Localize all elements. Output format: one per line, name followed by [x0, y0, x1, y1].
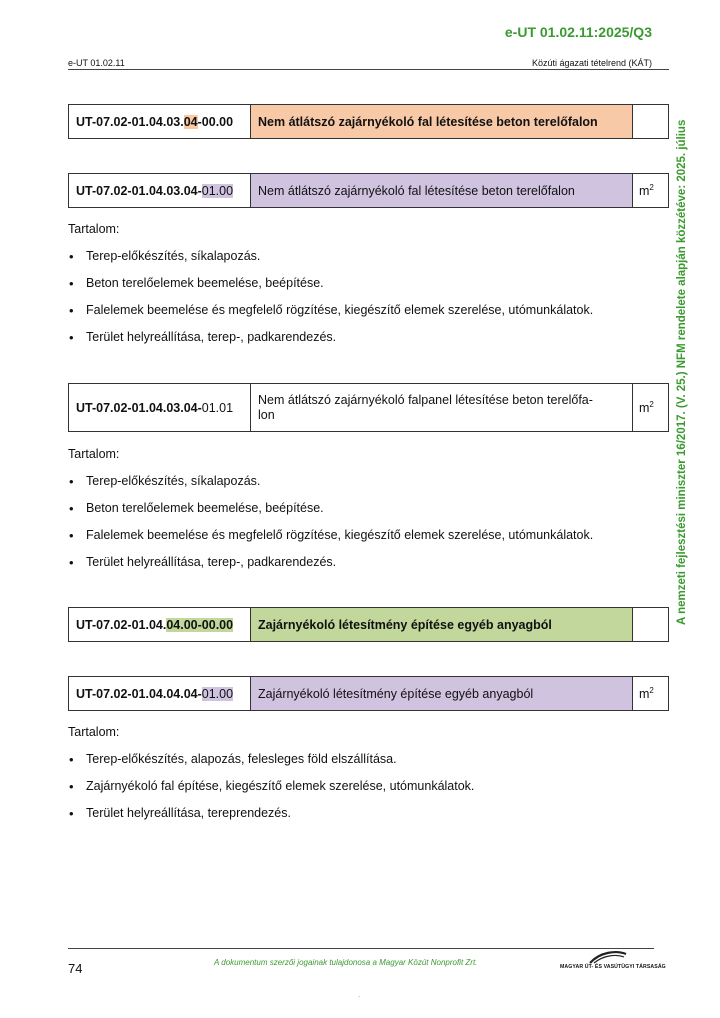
item-code-table — [68, 383, 669, 432]
item-description: Nem átlátszó zajárnyékoló fal létesítése beton terelőfalon — [251, 105, 633, 139]
side-publication-note: A nemzeti fejlesztési miniszter 16/2017. (V. 25.) NFM rendelete alapján közzétéve: 2025. július — [676, 119, 688, 625]
section-label: Tartalom: — [68, 222, 120, 236]
list-item: • Falelemek beemelése és megfelelő rögzítése, kiegészítő elemek szerelése, utómunkálatok. — [68, 303, 593, 330]
copyright-note: A dokumentum szerzői jogainak tulajdonosa a Magyar Közút Nonprofit Zrt. — [214, 958, 478, 967]
item-code-table — [68, 607, 669, 642]
item-code: UT-07.02-01.04.04.00-00.00 — [69, 608, 251, 642]
item-code-table — [68, 173, 669, 208]
item-description: Nem átlátszó zajárnyékoló falpanel létesítése beton terelőfa- lon — [251, 384, 633, 432]
list-item: • Beton terelőelemek beemelése, beépítése. — [68, 501, 593, 528]
list-item: • Falelemek beemelése és megfelelő rögzítése, kiegészítő elemek szerelése, utómunkálatok. — [68, 528, 593, 555]
list-item: • Terület helyreállítása, tereprendezés. — [68, 806, 474, 833]
list-item: • Zajárnyékoló fal építése, kiegészítő elemek szerelése, utómunkálatok. — [68, 779, 474, 806]
page-number: 74 — [68, 961, 83, 976]
content-list — [68, 474, 593, 582]
item-unit: $m^2$ — [633, 677, 669, 711]
item-unit — [633, 608, 669, 642]
item-code-table — [68, 676, 669, 711]
item-description: Zajárnyékoló létesítmény építése egyéb anyagból — [251, 608, 633, 642]
list-item: • Terület helyreállítása, terep-, padkarendezés. — [68, 330, 593, 357]
item-code: UT-07.02-01.04.03.04-01.01 — [69, 384, 251, 432]
list-item: • Terep-előkészítés, síkalapozás. — [68, 249, 593, 276]
header-right: Közúti ágazati tételrend (KÁT) — [531, 58, 652, 68]
item-unit: $m^2$ — [633, 384, 669, 432]
item-code: UT-07.02-01.04.04.04-01.00 — [69, 677, 251, 711]
item-code: UT-07.02-01.04.03.04-01.00 — [69, 174, 251, 208]
item-description: Nem átlátszó zajárnyékoló fal létesítése beton terelőfalon — [251, 174, 633, 208]
document-code: e-UT 01.02.11:2025/Q3 — [504, 24, 652, 40]
section-label: Tartalom: — [68, 725, 120, 739]
list-item: • Terep-előkészítés, alapozás, felesleges föld elszállítása. — [68, 752, 474, 779]
item-code-table — [68, 104, 669, 139]
item-description: Zajárnyékoló létesítmény építése egyéb anyagból — [251, 677, 633, 711]
item-unit: $m^2$ — [633, 174, 669, 208]
item-code: UT-07.02-01.04.03.04-00.00 — [69, 105, 251, 139]
company-logo — [560, 950, 666, 974]
list-item: • Terep-előkészítés, síkalapozás. — [68, 474, 593, 501]
section-label: Tartalom: — [68, 447, 120, 461]
logo-mark-icon — [560, 950, 656, 964]
item-unit — [633, 105, 669, 139]
content-list — [68, 752, 474, 833]
footer-dot: . — [358, 990, 361, 999]
header-left: e-UT 01.02.11 — [68, 58, 125, 68]
list-item: • Terület helyreállítása, terep-, padkarendezés. — [68, 555, 593, 582]
header-divider — [68, 69, 669, 70]
footer-divider — [68, 948, 654, 949]
content-list — [68, 249, 593, 357]
logo-text: MAGYAR ÚT- ÉS VASÚTÜGYI TÁRSASÁG — [560, 964, 666, 970]
list-item: • Beton terelőelemek beemelése, beépítése. — [68, 276, 593, 303]
